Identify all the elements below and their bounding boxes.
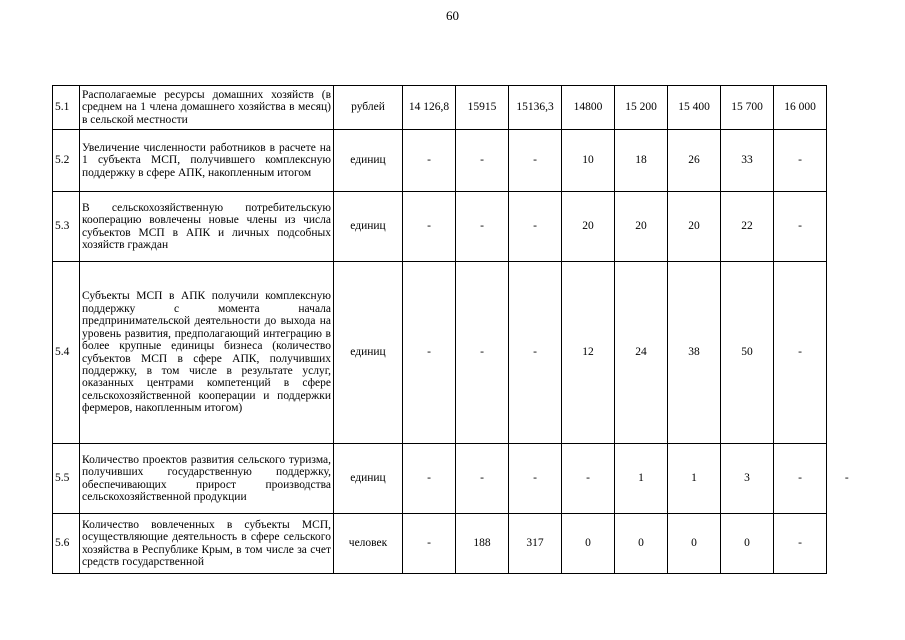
value-cell: 15 700: [721, 86, 774, 130]
value-cell: 1: [668, 444, 721, 514]
value-cell: 20: [668, 192, 721, 262]
value-cell: 20: [562, 192, 615, 262]
value-cell: 1: [615, 444, 668, 514]
value-cell: -: [456, 262, 509, 444]
value-cell: 24: [615, 262, 668, 444]
value-cell: 0: [562, 514, 615, 574]
unit-cell: рублей: [334, 86, 403, 130]
indicator-description: Количество проектов развития сельского туризма, получивших государственную поддержку, обеспечивающих прирост производства сельскохозяйственной продукции: [80, 444, 334, 514]
value-cell: 12: [562, 262, 615, 444]
indicator-description: Увеличение численности работников в расчете на 1 субъекта МСП, получившего комплексную поддержку в сфере АПК, накопленным итогом: [80, 130, 334, 192]
row-number: 5.4: [53, 262, 80, 444]
table-row: [53, 514, 867, 574]
value-cell: -: [774, 262, 827, 444]
value-cell: -: [403, 444, 456, 514]
value-cell: -: [456, 444, 509, 514]
indicator-description: В сельскохозяйственную потребительскую кооперацию вовлечены новые члены из числа субъектов МСП в АПК и личных подсобных хозяйств граждан: [80, 192, 334, 262]
value-cell: 38: [668, 262, 721, 444]
table-row: [53, 192, 867, 262]
value-cell: 18: [615, 130, 668, 192]
row-number: 5.3: [53, 192, 80, 262]
value-cell: -: [456, 130, 509, 192]
value-cell: 0: [721, 514, 774, 574]
value-cell: 20: [615, 192, 668, 262]
value-cell: 33: [721, 130, 774, 192]
indicators-table: [52, 85, 867, 574]
row-number: 5.2: [53, 130, 80, 192]
value-cell: 26: [668, 130, 721, 192]
unit-cell: единиц: [334, 130, 403, 192]
value-cell: 15 400: [668, 86, 721, 130]
value-cell: 3: [721, 444, 774, 514]
value-cell: -: [774, 514, 827, 574]
indicator-description: Располагаемые ресурсы домашних хозяйств (в среднем на 1 члена домашнего хозяйства в месяц) в сельской местности: [80, 86, 334, 130]
value-cell: 15 200: [615, 86, 668, 130]
value-cell: -: [509, 192, 562, 262]
value-cell: 188: [456, 514, 509, 574]
value-cell: 14800: [562, 86, 615, 130]
indicator-description: Субъекты МСП в АПК получили комплексную поддержку с момента начала предпринимательской деятельности до выхода на уровень развития, предполагающий интеграцию в более крупные единицы бизнеса (количество субъектов МСП в сфере АПК, получивших поддержку, в том числе в результате услуг, оказанных центрами компетенций в сфере сельскохозяйственной кооперации и поддержки фермеров, накопленным итогом): [80, 262, 334, 444]
value-cell: 10: [562, 130, 615, 192]
value-cell: 15915: [456, 86, 509, 130]
value-cell: -: [774, 444, 827, 514]
table-row: [53, 86, 867, 130]
value-cell: 0: [615, 514, 668, 574]
value-cell: 317: [509, 514, 562, 574]
value-cell: 16 000: [774, 86, 827, 130]
row-number: 5.1: [53, 86, 80, 130]
value-cell: -: [509, 262, 562, 444]
unit-cell: единиц: [334, 262, 403, 444]
value-cell: -: [774, 130, 827, 192]
value-cell: -: [509, 444, 562, 514]
value-cell: -: [774, 192, 827, 262]
extra-cell: [827, 86, 867, 130]
value-cell: 50: [721, 262, 774, 444]
unit-cell: единиц: [334, 444, 403, 514]
value-cell: 0: [668, 514, 721, 574]
row-number: 5.6: [53, 514, 80, 574]
value-cell: -: [562, 444, 615, 514]
value-cell: -: [403, 130, 456, 192]
value-cell: -: [403, 262, 456, 444]
extra-cell: [827, 130, 867, 192]
table-row: [53, 130, 867, 192]
value-cell: 15136,3: [509, 86, 562, 130]
value-cell: -: [456, 192, 509, 262]
value-cell: 22: [721, 192, 774, 262]
value-cell: -: [403, 514, 456, 574]
extra-cell: [827, 514, 867, 574]
extra-cell: [827, 262, 867, 444]
table-row: [53, 444, 867, 514]
table-row: [53, 262, 867, 444]
indicator-description: Количество вовлеченных в субъекты МСП, осуществляющие деятельность в сфере сельского хозяйства в Республике Крым, в том числе за счет средств государственной: [80, 514, 334, 574]
extra-cell: -: [827, 444, 867, 514]
value-cell: -: [403, 192, 456, 262]
value-cell: -: [509, 130, 562, 192]
value-cell: 14 126,8: [403, 86, 456, 130]
extra-cell: [827, 192, 867, 262]
unit-cell: единиц: [334, 192, 403, 262]
unit-cell: человек: [334, 514, 403, 574]
page-number: 60: [446, 8, 459, 23]
row-number: 5.5: [53, 444, 80, 514]
